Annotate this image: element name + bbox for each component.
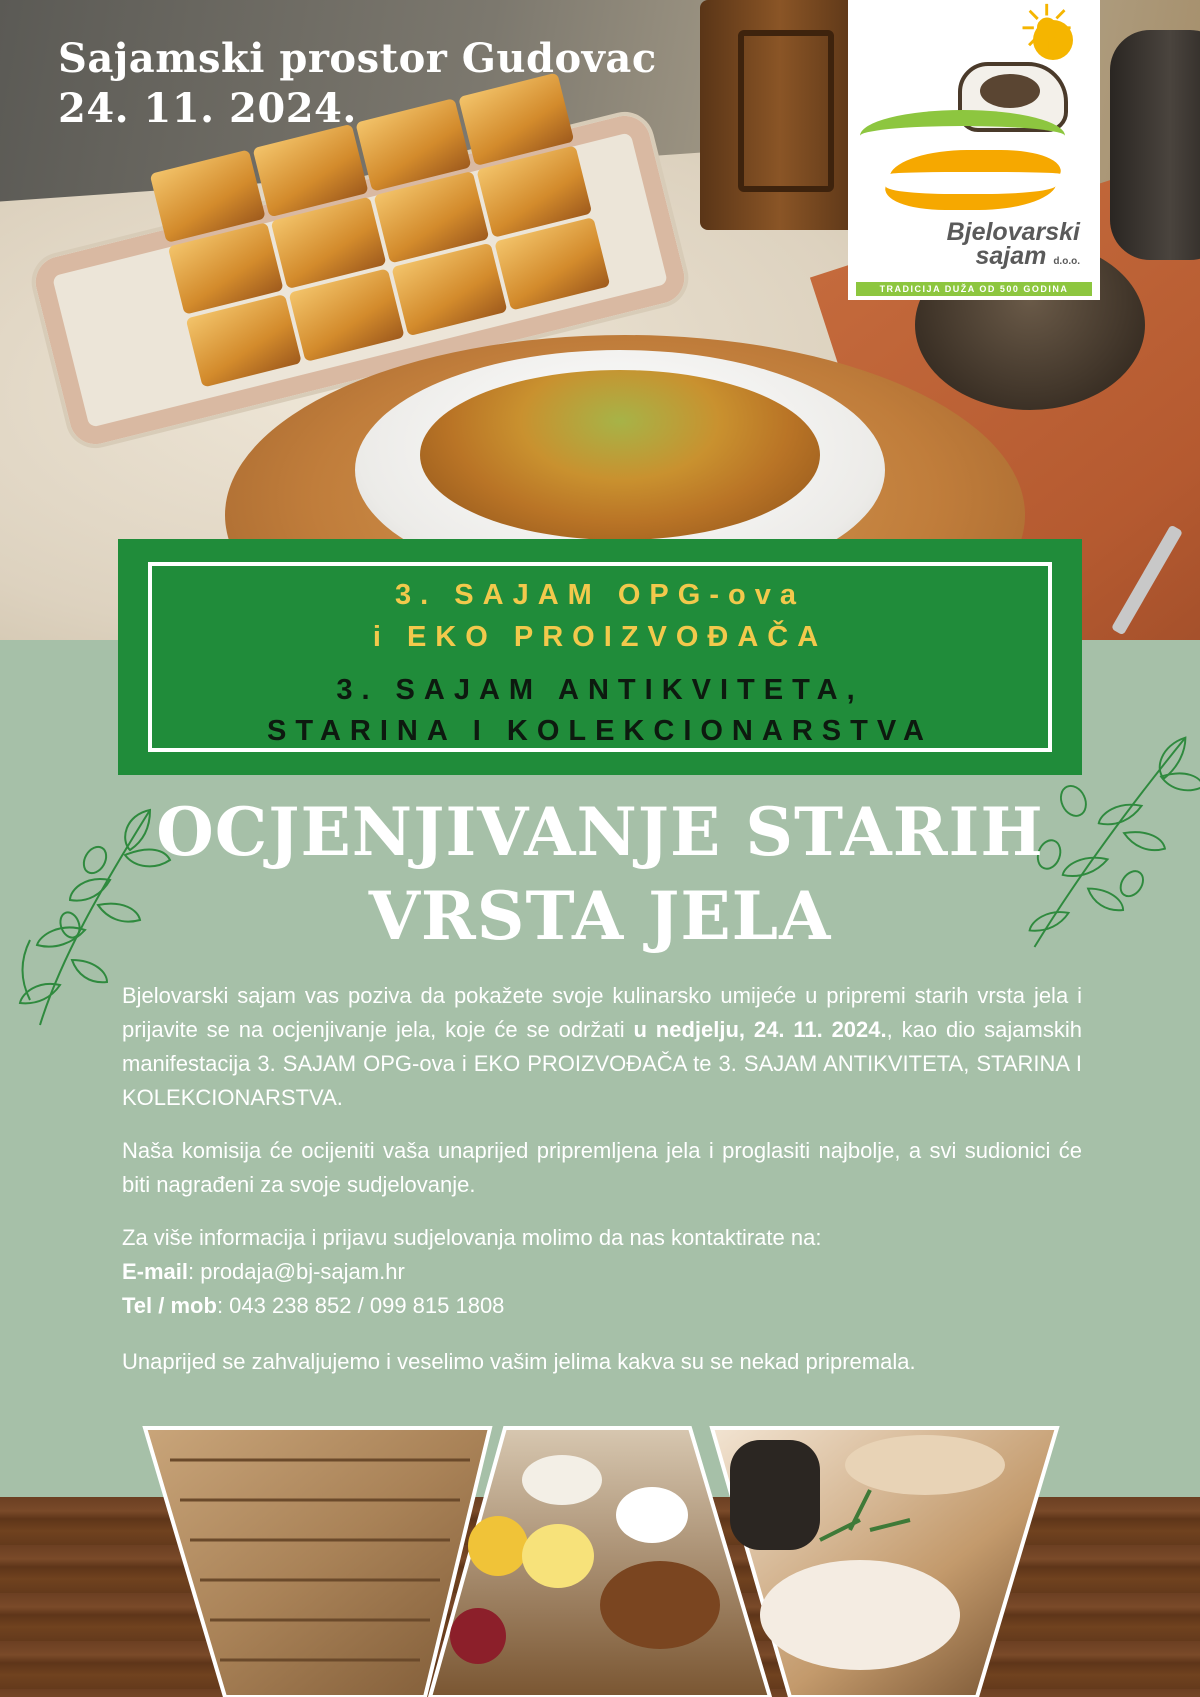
event-date: 24. 11. 2024.	[58, 85, 357, 132]
contact-intro: Za više informacija i prijavu sudjelovanja molimo da nas kontaktirate na:	[122, 1225, 822, 1250]
p1-start: Bjelovarski sajam vas poziva da pokažete svoje kulinarsko umijeće u pripremi starih vrsta jela i prijavite se na ocjenjivanje jela, koje će se održati	[122, 983, 1082, 1042]
main-headline	[0, 790, 1200, 958]
venue-name: Sajamski prostor Gudovac	[58, 35, 657, 82]
logo-name	[848, 220, 1100, 274]
closing-paragraph: Unaprijed se zahvaljujemo i veselimo vašim jelima kakva su se nekad pripremala.	[122, 1349, 916, 1374]
wooden-background	[0, 1497, 1200, 1697]
banner-line4: STARINA I KOLEKCIONARSTVA	[267, 715, 933, 747]
logo-name-sajam: sajam	[975, 242, 1047, 270]
banner-line2: i EKO PROIZVOĐAČA	[372, 621, 828, 653]
bjelovarski-sajam-logo	[848, 0, 1100, 300]
p1-date-bold: u nedjelju, 24. 11. 2024.	[633, 1017, 887, 1042]
logo-tagline: TRADICIJA DUŽA OD 500 GODINA	[856, 282, 1092, 296]
kettle	[1110, 30, 1200, 260]
event-banner	[118, 539, 1082, 775]
phone-label: Tel / mob	[122, 1293, 217, 1318]
contact-block	[122, 1221, 1082, 1323]
contact-phone	[122, 1289, 1082, 1323]
email-label: E-mail	[122, 1259, 189, 1284]
banner-line1: 3. SAJAM OPG-ova	[395, 579, 805, 611]
venue-and-date	[58, 34, 657, 134]
invitation-paragraph	[122, 979, 1082, 1115]
headline-line1: OCJENJIVANJE STARIH	[156, 793, 1044, 871]
wooden-lantern	[700, 0, 860, 230]
logo-suffix: d.o.o.	[1053, 256, 1080, 267]
headline-line2: VRSTA JELA	[368, 877, 832, 955]
banner-line3: 3. SAJAM ANTIKVITETA,	[336, 674, 864, 706]
jury-paragraph: Naša komisija će ocijeniti vaša unaprijed pripremljena jela i proglasiti najbolje, a svi sudionici će biti nagrađeni za svoje sudjelovanje.	[122, 1138, 1082, 1197]
email-value[interactable]: : prodaja@bj-sajam.hr	[188, 1259, 405, 1284]
baklava-pistachio	[420, 370, 820, 540]
phone-value[interactable]: : 043 238 852 / 099 815 1808	[216, 1293, 505, 1318]
logo-name-line1: Bjelovarski	[946, 218, 1080, 246]
sun-icon	[1033, 20, 1073, 60]
p1-end: , kao dio sajamskih manifestacija 3. SAJAM OPG-ova i EKO PROIZVOĐAČA te 3. SAJAM ANTIKVITETA, STARINA I KOLEKCIONARSTVA.	[122, 1017, 1082, 1110]
logo-name-line2	[848, 244, 1080, 274]
contact-email	[122, 1255, 1082, 1289]
